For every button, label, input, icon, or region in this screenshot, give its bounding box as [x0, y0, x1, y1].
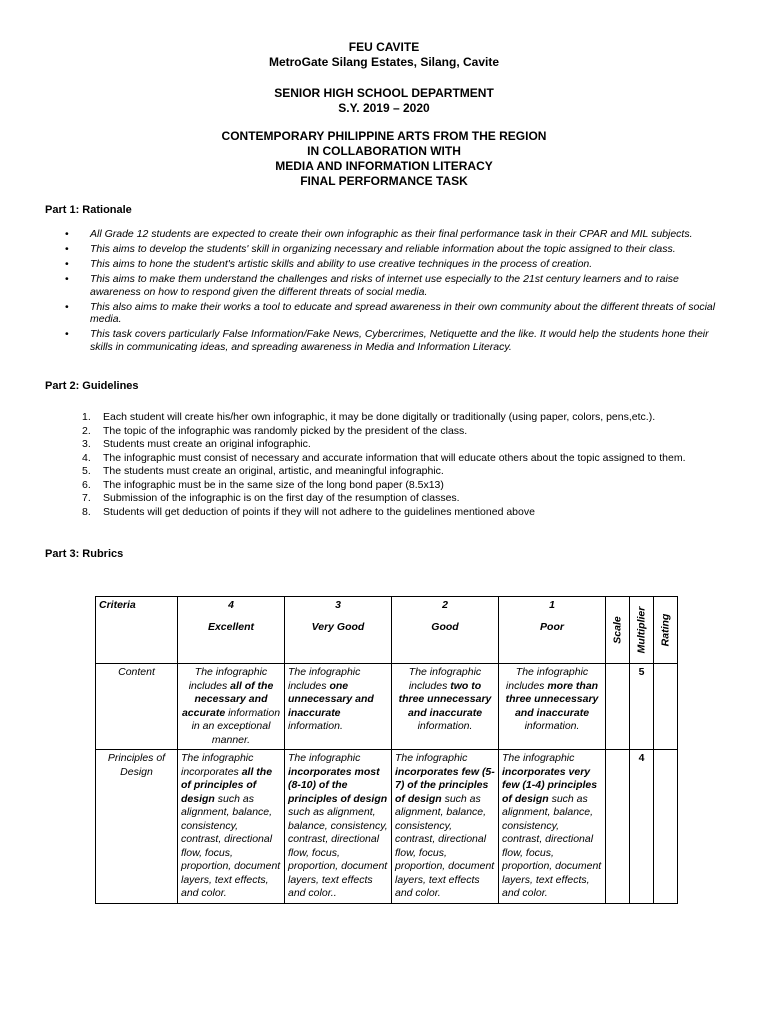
bullet-icon: •: [65, 258, 69, 270]
list-item: 5. The students must create an original, artistic, and meaningful infographic.: [82, 465, 444, 477]
list-item: • This aims to hone the student's artistic skills and ability to use creative techniques in the process of creation.: [65, 258, 593, 270]
list-item: 7. Submission of the infographic is on the first day of the resumption of classes.: [82, 492, 460, 504]
descriptor-cell: The infographic includes two to three unnecessary and inaccurate information.: [392, 664, 499, 750]
table-header-row: [96, 597, 678, 664]
descriptor-cell: The infographic incorporates all the of principles of design such as alignment, balance, consistency, contrast, directional flow, focus, proportion, document layers, text effects, and color.: [178, 750, 285, 904]
part2-heading: Part 2: Guidelines: [45, 380, 139, 392]
department-name: SENIOR HIGH SCHOOL DEPARTMENT: [274, 86, 494, 100]
part3-heading: Part 3: Rubrics: [45, 548, 124, 560]
criterion-cell: Principles of Design: [96, 750, 178, 904]
list-item: 4. The infographic must consist of necessary and accurate information that will educate others about the topic assigned to them.: [82, 451, 686, 464]
multiplier-header: Multiplier: [630, 597, 654, 664]
scale-cell: [606, 664, 630, 750]
guidelines-list: [45, 411, 725, 519]
list-item: • This aims to make them understand the challenges and risks of internet use especially to the 21st century learners and to raise awareness on how to respond given the different threats of social media.: [65, 273, 679, 298]
rubric-table: [95, 596, 678, 904]
scale-cell: [606, 750, 630, 904]
descriptor-cell: The infographic includes more than three unnecessary and inaccurate information.: [499, 664, 606, 750]
rating-cell: [654, 750, 678, 904]
list-item: 1. Each student will create his/her own infographic, it may be done digitally or traditionally (using paper, colors, pens,etc.).: [82, 411, 656, 423]
level-header: 2 Good: [392, 597, 499, 664]
bullet-icon: •: [65, 243, 69, 255]
criterion-cell: Content: [96, 664, 178, 750]
descriptor-cell: The infographic includes all of the necessary and accurate information in an exceptional manner.: [178, 664, 285, 750]
descriptor-cell: The infographic incorporates few (5-7) of the principles of design such as alignment, balance, consistency, contrast, directional flow, focus, proportion, document layers, text effects and color.: [392, 750, 499, 904]
multiplier-cell: 4: [630, 750, 654, 904]
part1-heading: Part 1: Rationale: [45, 204, 132, 216]
descriptor-cell: The infographic incorporates most (8-10) of the principles of design such as alignment, balance, consistency, contrast, directional flow, focus, proportion, document layers, text effects and color..: [285, 750, 392, 904]
department-header: [0, 86, 768, 116]
level-header: 1 Poor: [499, 597, 606, 664]
school-header: [0, 40, 768, 70]
course-line-1: CONTEMPORARY PHILIPPINE ARTS FROM THE REGION: [221, 129, 547, 143]
criteria-header: Criteria: [96, 597, 178, 664]
list-item: • This also aims to make their works a tool to educate and spread awareness in their own community about the different threats of social media.: [65, 300, 716, 325]
list-item: 2. The topic of the infographic was randomly picked by the president of the class.: [82, 424, 468, 437]
multiplier-cell: 5: [630, 664, 654, 750]
bullet-icon: •: [65, 300, 69, 313]
course-line-2: IN COLLABORATION WITH: [307, 144, 461, 158]
list-item: • This task covers particularly False Information/Fake News, Cybercrimes, Netiquette and the like. It would help the students hone their skills in communicating ideas, and spreading awareness in Media and Information Literacy.: [65, 328, 709, 353]
bullet-icon: •: [65, 273, 69, 285]
list-item: 3. Students must create an original infographic.: [82, 438, 311, 450]
table-row: [96, 750, 678, 904]
course-line-4: FINAL PERFORMANCE TASK: [300, 174, 468, 188]
school-year: S.Y. 2019 – 2020: [338, 101, 430, 115]
bullet-icon: •: [65, 328, 69, 340]
rationale-list: [45, 228, 725, 356]
school-address: MetroGate Silang Estates, Silang, Cavite: [268, 55, 500, 69]
table-row: [96, 664, 678, 750]
level-header: 4 Excellent: [178, 597, 285, 664]
rating-cell: [654, 664, 678, 750]
course-header: [0, 129, 768, 189]
list-item: • All Grade 12 students are expected to create their own infographic as their final performance task in their CPAR and MIL subjects.: [65, 228, 693, 240]
level-header: 3 Very Good: [285, 597, 392, 664]
course-line-3: MEDIA AND INFORMATION LITERACY: [275, 159, 493, 173]
descriptor-cell: The infographic incorporates very few (1-4) principles of design such as alignment, balance, consistency, contrast, directional flow, focus, proportion, document layers, text effects, and color.: [499, 750, 606, 904]
descriptor-cell: The infographic includes one unnecessary and inaccurate information.: [285, 664, 392, 750]
scale-header: Scale: [606, 597, 630, 664]
bullet-icon: •: [65, 228, 69, 240]
list-item: 8. Students will get deduction of points if they will not adhere to the guidelines mentioned above: [82, 505, 535, 518]
list-item: 6. The infographic must be in the same size of the long bond paper (8.5x13): [82, 478, 444, 491]
school-name: FEU CAVITE: [348, 40, 420, 54]
rating-header: Rating: [654, 597, 678, 664]
list-item: • This aims to develop the students' skill in organizing necessary and reliable information about the topic assigned to their class.: [65, 243, 676, 255]
